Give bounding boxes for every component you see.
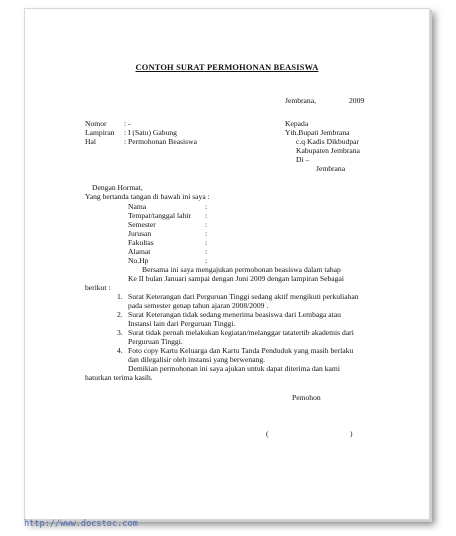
meta-label-nomor: Nomor [85, 119, 107, 128]
meta-label-hal: Hal [85, 137, 96, 146]
closing-line: Demikian permohonan ini saya ajukan untuk dapat diterima dan kami [128, 364, 340, 373]
meta-value-nomor: : - [124, 119, 131, 128]
meta-value-lampiran: : I (Satu) Gabung [124, 128, 177, 137]
source-link[interactable]: http://www.docstoc.com [24, 519, 138, 529]
body-line: Bersama ini saya mengajukan permohonan beasiswa dalam tahap [142, 265, 341, 274]
field-label: Jurusan [128, 229, 152, 238]
list-item-line: Surat Keterangan tidak sedang menerima beasiswa dari Lembaga atau [128, 310, 341, 319]
list-item-line: Instansi lain dari Perguruan Tinggi. [128, 319, 236, 328]
place-date: Jembrana, [285, 96, 316, 105]
recipient-line: c.q Kadis Dikbudpar [296, 137, 360, 146]
list-item-line: pada semester genap tahun ajaran 2008/2009 . [128, 301, 269, 310]
list-number: 4. [117, 346, 123, 355]
intro-text: Yang bertanda tangan di bawah ini saya : [85, 192, 210, 201]
signature-paren-close: ) [350, 429, 353, 438]
list-number: 1. [117, 292, 123, 301]
meta-label-lampiran: Lampiran [85, 128, 115, 137]
list-number: 3. [117, 328, 123, 337]
list-item-line: dan dilegalisir oleh instansi yang berwenang. [128, 355, 266, 364]
field-label: Nama [128, 202, 147, 211]
recipient-line: Yth.Bupati Jembrana [285, 128, 350, 137]
field-colon: : [205, 202, 208, 211]
signer-label: Pemohon [292, 393, 321, 402]
list-item-line: Perguruan Tinggi. [128, 337, 183, 346]
field-label: Fakultas [128, 238, 154, 247]
field-label: No.Hp [128, 256, 149, 265]
document-page [24, 8, 430, 520]
greeting: Dengan Hormat, [92, 183, 143, 192]
recipient-line: Kepada [285, 119, 309, 128]
list-number: 2. [117, 310, 123, 319]
letter-year: 2009 [349, 96, 365, 105]
recipient-line: Di – [296, 155, 310, 164]
meta-value-hal: : Permohonan Beasiswa [124, 137, 197, 146]
field-colon: : [205, 211, 208, 220]
body-line: Ke II bulan Januari sampai dengan Juni 2009 dengan lampiran Sebagai [128, 274, 344, 283]
field-label: Alamat [128, 247, 151, 256]
field-colon: : [205, 256, 208, 265]
list-item-line: Surat tidak pernah melakukan kegiatan/melanggar tatatertib akademis dari [128, 328, 354, 337]
field-label: Semester [128, 220, 156, 229]
letter-title: CONTOH SURAT PERMOHONAN BEASISWA [135, 63, 319, 72]
field-colon: : [205, 229, 208, 238]
field-label: Tempat/tanggal lahir [128, 211, 191, 220]
closing-line: haturkan terima kasih. [85, 373, 153, 382]
list-item-line: Surat Keterangan dari Perguruan Tinggi sedang aktif mengikuti perkuliahan [128, 292, 359, 301]
signature-paren-open: ( [266, 429, 269, 438]
field-colon: : [205, 220, 208, 229]
recipient-line: Jembrana [316, 164, 346, 173]
recipient-line: Kabupaten Jembrana [296, 146, 360, 155]
field-colon: : [205, 247, 208, 256]
body-line: berikut : [85, 283, 111, 292]
field-colon: : [205, 238, 208, 247]
list-item-line: Foto copy Kartu Keluarga dan Kartu Tanda Penduduk yang masih berlaku [128, 346, 354, 355]
